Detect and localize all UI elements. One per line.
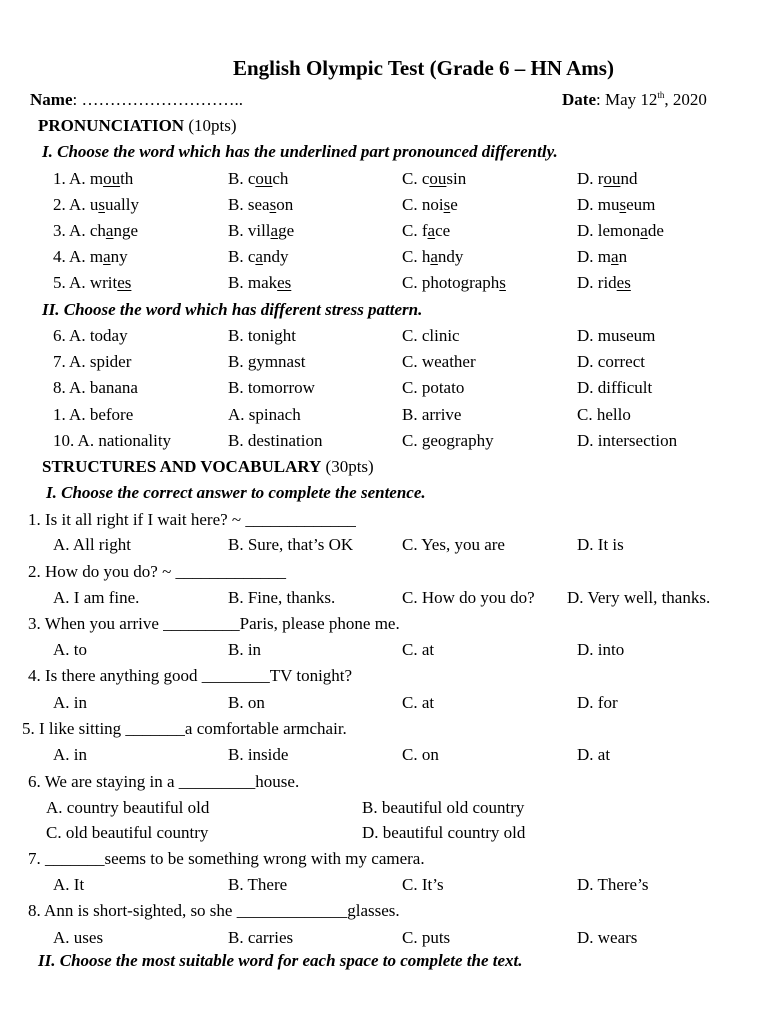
sv-q8-option-d: D. wears bbox=[577, 928, 638, 947]
question-3-option-b: B. village bbox=[228, 221, 295, 240]
sv-q7-option-b: B. There bbox=[228, 875, 288, 894]
question-7-option-c: C. weather bbox=[402, 352, 476, 371]
sv-q5-option-b: B. inside bbox=[228, 745, 289, 764]
sv-q8-option-a: A. uses bbox=[53, 928, 104, 947]
question-6-option-b: B. tonight bbox=[228, 326, 297, 345]
question-8-option-d: D. difficult bbox=[577, 378, 653, 397]
sv-q6-option-c: C. old beautiful country bbox=[46, 823, 209, 842]
question-5-option-b: B. makes bbox=[228, 273, 292, 292]
question-10-option-d: D. intersection bbox=[577, 431, 678, 450]
sv-q3-option-b: B. in bbox=[228, 640, 262, 659]
question-9-option-d: C. hello bbox=[577, 405, 631, 424]
sv-question-6: 6. We are staying in a _________house. bbox=[28, 772, 300, 791]
sv-q4-option-d: D. for bbox=[577, 693, 618, 712]
sv-question-8: 8. Ann is short-sighted, so she _____________glasses. bbox=[28, 901, 400, 920]
sv-q2-option-a: A. I am fine. bbox=[53, 588, 140, 607]
sv-q6-option-a: A. country beautiful old bbox=[46, 798, 210, 817]
sv-question-2: 2. How do you do? ~ _____________ bbox=[28, 562, 287, 581]
sv-q4-option-b: B. on bbox=[228, 693, 265, 712]
test-title: English Olympic Test (Grade 6 – HN Ams) bbox=[233, 56, 614, 80]
question-5-option-c: C. photographs bbox=[402, 273, 506, 292]
question-5-option-a: 5. A. writes bbox=[53, 273, 132, 292]
sv-q6-option-b: B. beautiful old country bbox=[362, 798, 525, 817]
structures-heading: STRUCTURES AND VOCABULARY (30pts) bbox=[42, 457, 374, 476]
sv-q2-option-c: C. How do you do? bbox=[402, 588, 535, 607]
sv-q4-option-a: A. in bbox=[53, 693, 87, 712]
question-1-option-b: B. couch bbox=[228, 169, 289, 188]
question-3-option-a: 3. A. change bbox=[53, 221, 138, 240]
question-8-option-a: 8. A. banana bbox=[53, 378, 138, 397]
question-6-option-c: C. clinic bbox=[402, 326, 460, 345]
sv-q7-option-c: C. It’s bbox=[402, 875, 444, 894]
question-4-option-d: D. man bbox=[577, 247, 628, 266]
name-line bbox=[30, 90, 243, 110]
question-7-option-b: B. gymnast bbox=[228, 352, 306, 371]
question-6-option-a: 6. A. today bbox=[53, 326, 128, 345]
question-6-option-d: D. museum bbox=[577, 326, 656, 345]
pronunciation-part1-instruction: I. Choose the word which has the underlined part pronounced differently. bbox=[42, 142, 558, 161]
question-4-option-c: C. handy bbox=[402, 247, 464, 266]
question-8-option-c: C. potato bbox=[402, 378, 465, 397]
sv-question-5: 5. I like sitting _______a comfortable armchair. bbox=[22, 719, 347, 738]
sv-q3-option-c: C. at bbox=[402, 640, 435, 659]
sv-q8-option-c: C. puts bbox=[402, 928, 451, 947]
sv-q1-option-d: D. It is bbox=[577, 535, 624, 554]
question-3-option-d: D. lemonade bbox=[577, 221, 664, 240]
sv-q5-option-d: D. at bbox=[577, 745, 611, 764]
sv-q1-option-a: A. All right bbox=[53, 535, 131, 554]
question-1-option-d: D. round bbox=[577, 169, 638, 188]
sv-q7-option-d: D. There’s bbox=[577, 875, 649, 894]
question-2-option-c: C. noise bbox=[402, 195, 458, 214]
sv-question-3: 3. When you arrive _________Paris, please phone me. bbox=[28, 614, 400, 633]
pronunciation-heading: PRONUNCIATION (10pts) bbox=[38, 116, 237, 135]
sv-question-1: 1. Is it all right if I wait here? ~ _____________ bbox=[28, 510, 356, 529]
question-2-option-a: 2. A. usually bbox=[53, 195, 139, 214]
question-5-option-d: D. rides bbox=[577, 273, 631, 292]
date-label: Date bbox=[562, 90, 596, 109]
sv-q1-option-c: C. Yes, you are bbox=[402, 535, 505, 554]
question-7-option-d: D. correct bbox=[577, 352, 645, 371]
question-9-option-b: A. spinach bbox=[228, 405, 301, 424]
question-1-option-c: C. cousin bbox=[402, 169, 467, 188]
pronunciation-part2-instruction: II. Choose the word which has different stress pattern. bbox=[42, 300, 423, 319]
name-value: : ……………………….. bbox=[72, 90, 243, 109]
sv-q6-option-d: D. beautiful country old bbox=[362, 823, 526, 842]
sv-question-4: 4. Is there anything good ________TV tonight? bbox=[28, 666, 353, 685]
sv-q3-option-a: A. to bbox=[53, 640, 87, 659]
question-10-option-b: B. destination bbox=[228, 431, 323, 450]
structures-part2-instruction: II. Choose the most suitable word for each space to complete the text. bbox=[38, 951, 523, 970]
sv-q1-option-b: B. Sure, that’s OK bbox=[228, 535, 354, 554]
question-4-option-a: 4. A. many bbox=[53, 247, 128, 266]
question-10-option-a: 10. A. nationality bbox=[53, 431, 172, 450]
question-4-option-b: B. candy bbox=[228, 247, 289, 266]
sv-q4-option-c: C. at bbox=[402, 693, 435, 712]
sv-q3-option-d: D. into bbox=[577, 640, 625, 659]
question-3-option-c: C. face bbox=[402, 221, 451, 240]
question-9-option-a: 1. A. before bbox=[53, 405, 134, 424]
question-2-option-d: D. museum bbox=[577, 195, 656, 214]
sv-q5-option-c: C. on bbox=[402, 745, 439, 764]
question-2-option-b: B. season bbox=[228, 195, 294, 214]
question-1-option-a: 1. A. mouth bbox=[53, 169, 134, 188]
structures-part1-instruction: I. Choose the correct answer to complete the sentence. bbox=[46, 483, 426, 502]
sv-q8-option-b: B. carries bbox=[228, 928, 294, 947]
sv-q2-option-d: D. Very well, thanks. bbox=[567, 588, 711, 607]
question-9-option-c: B. arrive bbox=[402, 405, 462, 424]
sv-q7-option-a: A. It bbox=[53, 875, 85, 894]
sv-question-7: 7. _______seems to be something wrong with my camera. bbox=[28, 849, 425, 868]
question-8-option-b: B. tomorrow bbox=[228, 378, 315, 397]
question-10-option-c: C. geography bbox=[402, 431, 494, 450]
name-label: Name bbox=[30, 90, 73, 109]
sv-q2-option-b: B. Fine, thanks. bbox=[228, 588, 336, 607]
date-line: Date: May 12th, 2020 bbox=[562, 90, 707, 109]
sv-q5-option-a: A. in bbox=[53, 745, 87, 764]
question-7-option-a: 7. A. spider bbox=[53, 352, 132, 371]
